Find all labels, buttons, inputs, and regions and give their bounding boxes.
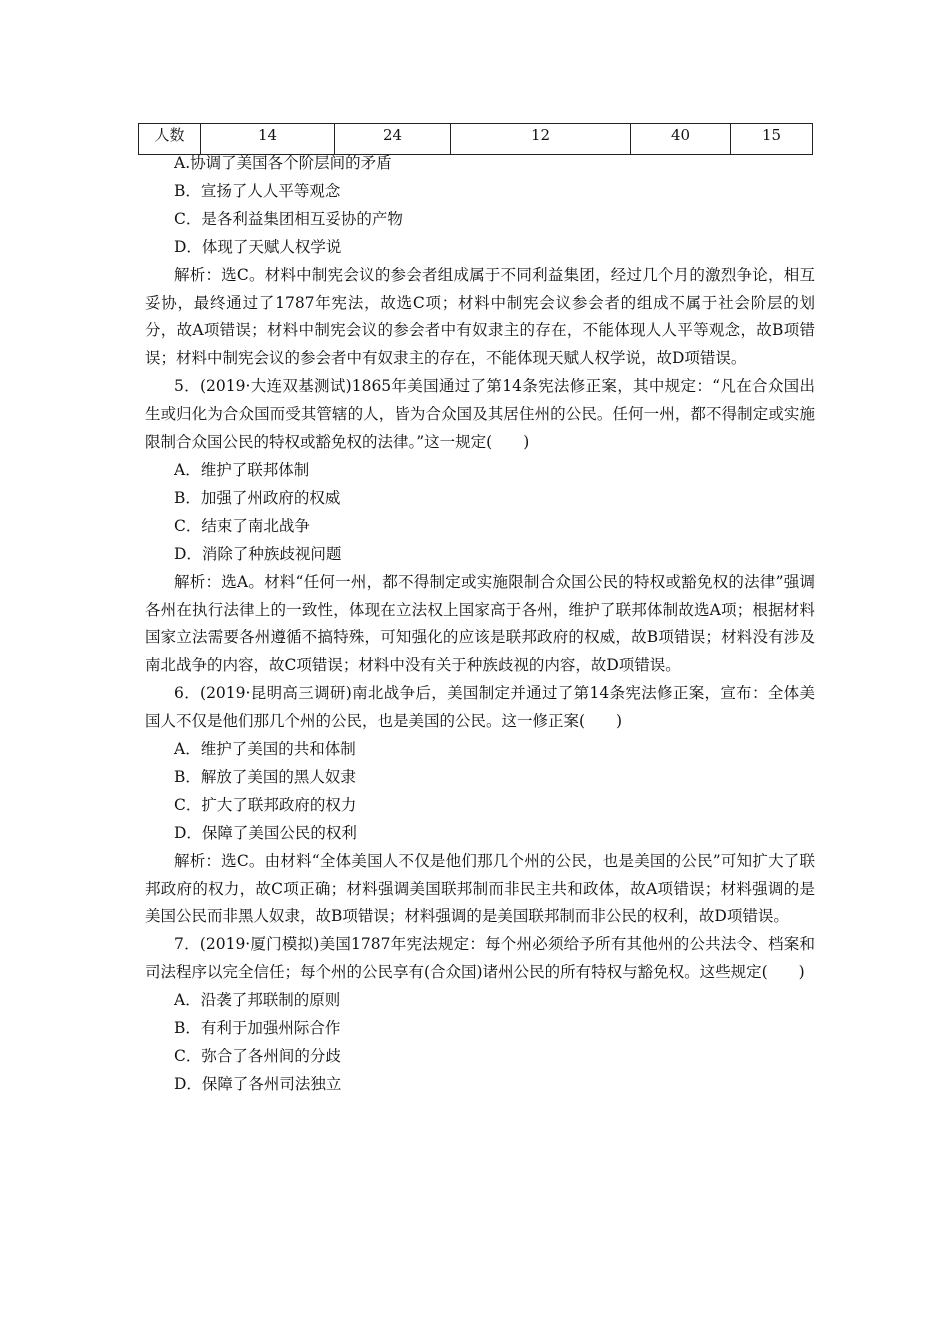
q4-analysis: 解析：选C。材料中制宪会议的参会者组成属于不同利益集团，经过几个月的激烈争论，相互妥协，最终通过了1787年宪法，故选C项；材料中制宪会议参会者的组成不属于社会阶层的划分，故A项错误；材料中制宪会议的参会者中有奴隶主的存在，不能体现人人平等观念，故B项错误；材料中制宪会议的参会者中有奴隶主的存在，不能体现天赋人权学说，故D项错误。 xyxy=(145,265,815,368)
table-cell: 14 xyxy=(201,124,335,155)
table-row-label: 人数 xyxy=(139,124,201,155)
q4-option-a: A.协调了美国各个阶层间的矛盾 xyxy=(174,154,392,172)
q5-analysis: 解析：选A。材料“任何一州，都不得制定或实施限制合众国公民的特权或豁免权的法律”强调各州在执行法律上的一致性，体现在立法权上国家高于各州，维护了联邦体制故选A项；根据材料国家立法需要各州遵循不搞特殊，可知强化的应该是联邦政府的权威，故B项错误；材料没有涉及南北战争的内容，故C项错误；材料中没有关于种族歧视的内容，故D项错误。 xyxy=(145,572,815,675)
table-cell: 15 xyxy=(731,124,813,155)
table-cell: 40 xyxy=(631,124,731,155)
q5-option-c: C．结束了南北战争 xyxy=(174,516,310,535)
q7-option-c: C．弥合了各州间的分歧 xyxy=(174,1047,341,1065)
q6-option-a: A．维护了美国的共和体制 xyxy=(174,740,356,759)
table-cell: 24 xyxy=(335,124,451,155)
q6-option-b: B．解放了美国的黑人奴隶 xyxy=(174,767,356,786)
q6-option-c: C．扩大了联邦政府的权力 xyxy=(174,795,357,814)
q5-stem: 5．(2019·大连双基测试)1865年美国通过了第14条宪法修正案，其中规定：“凡在合众国出生或归化为合众国而受其管辖的人，皆为合众国及其居住州的公民。任何一州，都不得制定或实施限制合众国公民的特权或豁免权的法律。”这一规定( ) xyxy=(145,377,815,452)
q7-option-a: A．沿袭了邦联制的原则 xyxy=(174,991,341,1010)
q6-option-d: D．保障了美国公民的权利 xyxy=(174,823,357,842)
q5-option-d: D．消除了种族歧视问题 xyxy=(174,544,342,563)
q5-option-a: A．维护了联邦体制 xyxy=(174,460,310,479)
q4-option-b: B．宣扬了人人平等观念 xyxy=(174,181,341,200)
q6-stem: 6．(2019·昆明高三调研)南北战争后，美国制定并通过了第14条宪法修正案，宣布：全体美国人不仅是他们那几个州的公民，也是美国的公民。这一修正案( ) xyxy=(145,684,815,731)
table-cell: 12 xyxy=(451,124,631,155)
q7-option-d: D．保障了各州司法独立 xyxy=(174,1074,342,1093)
q4-option-d: D．体现了天赋人权学说 xyxy=(174,237,342,256)
q5-option-b: B．加强了州政府的权威 xyxy=(174,488,341,507)
q7-option-b: B．有利于加强州际合作 xyxy=(174,1019,341,1038)
q7-stem: 7．(2019·厦门模拟)美国1787年宪法规定：每个州必须给予所有其他州的公共法令、档案和司法程序以完全信任；每个州的公民享有(合众国)诸州公民的所有特权与豁免权。这些规定( ) xyxy=(145,935,815,982)
q4-option-c: C．是各利益集团相互妥协的产物 xyxy=(174,209,403,228)
question-content xyxy=(145,150,815,1099)
q6-analysis: 解析：选C。由材料“全体美国人不仅是他们那几个州的公民，也是美国的公民”可知扩大了联邦政府的权力，故C项正确；材料强调美国联邦制而非民主共和政体，故A项错误；材料强调的是美国公民而非黑人奴隶，故B项错误；材料强调的是美国联邦制而非公民的权利，故D项错误。 xyxy=(145,851,815,926)
